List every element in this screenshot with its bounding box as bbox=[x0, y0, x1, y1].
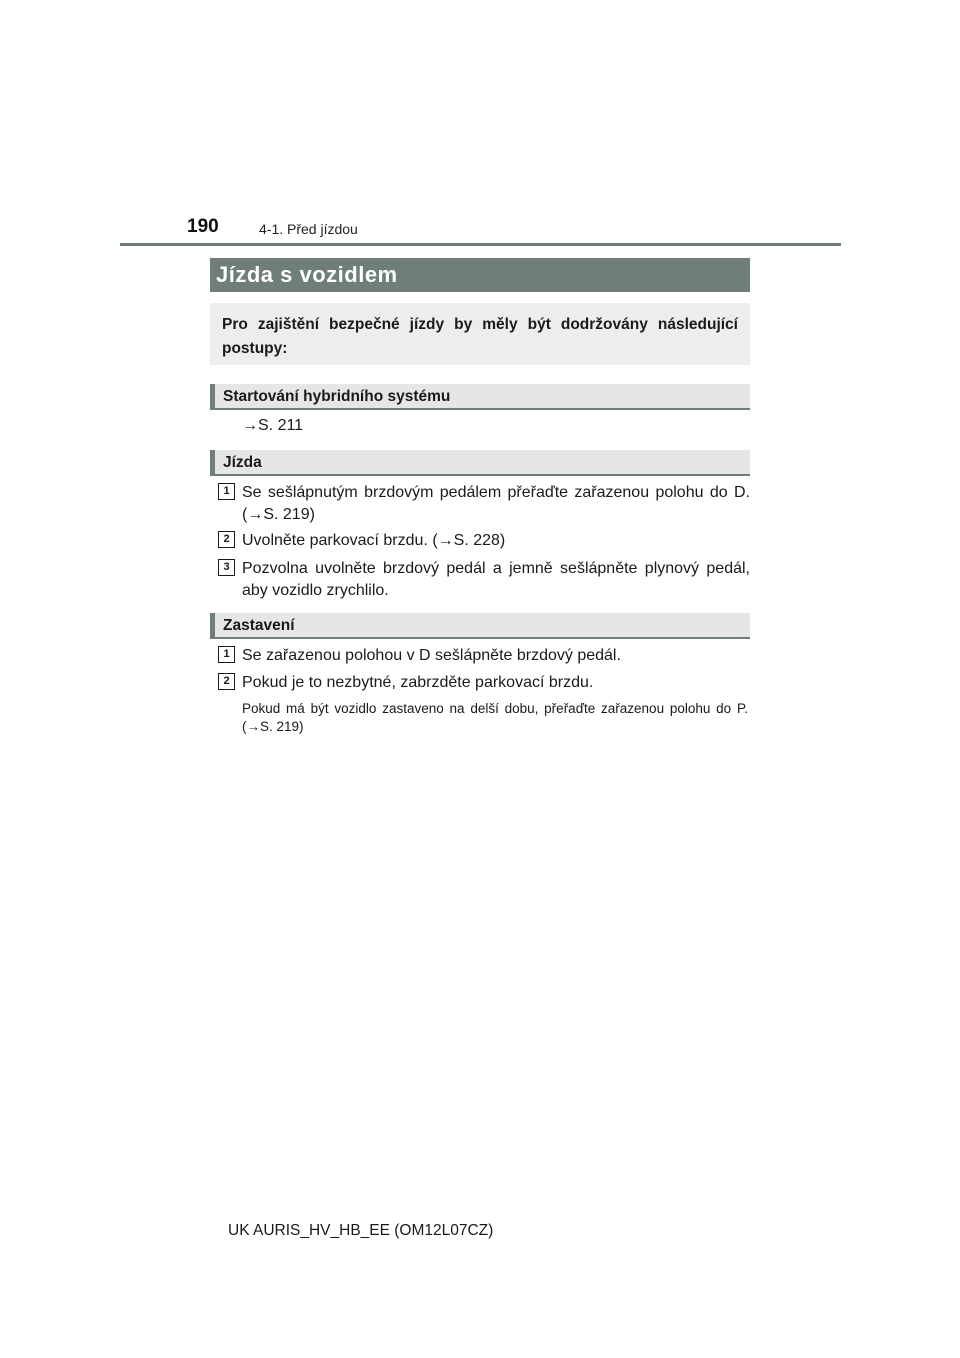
header-rule bbox=[120, 243, 841, 246]
step-number-badge: 1 bbox=[218, 646, 235, 663]
step-number-badge: 1 bbox=[218, 483, 235, 500]
step-text: Pozvolna uvolněte brzdový pedál a jemně sešlápněte plynový pedál, aby vozidlo zrychlilo. bbox=[242, 560, 750, 599]
section-header-start: Startování hybridního systému bbox=[210, 384, 750, 410]
page-number: 190 bbox=[187, 216, 219, 237]
start-reference[interactable]: →S. 211 bbox=[242, 417, 304, 434]
intro-box: Pro zajištění bezpečné jízdy by měly být dodržovány následující postupy: bbox=[210, 303, 750, 365]
section-reference: 4-1. Před jízdou bbox=[259, 221, 358, 237]
footer-model-code: UK AURIS_HV_HB_EE (OM12L07CZ) bbox=[228, 1222, 494, 1239]
step-number-badge: 3 bbox=[218, 559, 235, 576]
step-text: Uvolněte parkovací brzdu. (→S. 228) bbox=[242, 532, 506, 549]
step-text: Se sešlápnutým brzdovým pedálem přeřaďte zařazenou polohu do D. (→S. 219) bbox=[242, 484, 750, 523]
step-number-badge: 2 bbox=[218, 673, 235, 690]
section-header-stopping: Zastavení bbox=[210, 613, 750, 639]
page-title: Jízda s vozidlem bbox=[210, 258, 750, 292]
step-text: Pokud je to nezbytné, zabrzděte parkovací brzdu. bbox=[242, 674, 594, 691]
section-header-driving: Jízda bbox=[210, 450, 750, 476]
step-text: Se zařazenou polohou v D sešlápněte brzdový pedál. bbox=[242, 647, 621, 664]
step-number-badge: 2 bbox=[218, 531, 235, 548]
stopping-note: Pokud má být vozidlo zastaveno na delší dobu, přeřaďte zařazenou polohu do P. (→S. 219) bbox=[242, 701, 748, 734]
